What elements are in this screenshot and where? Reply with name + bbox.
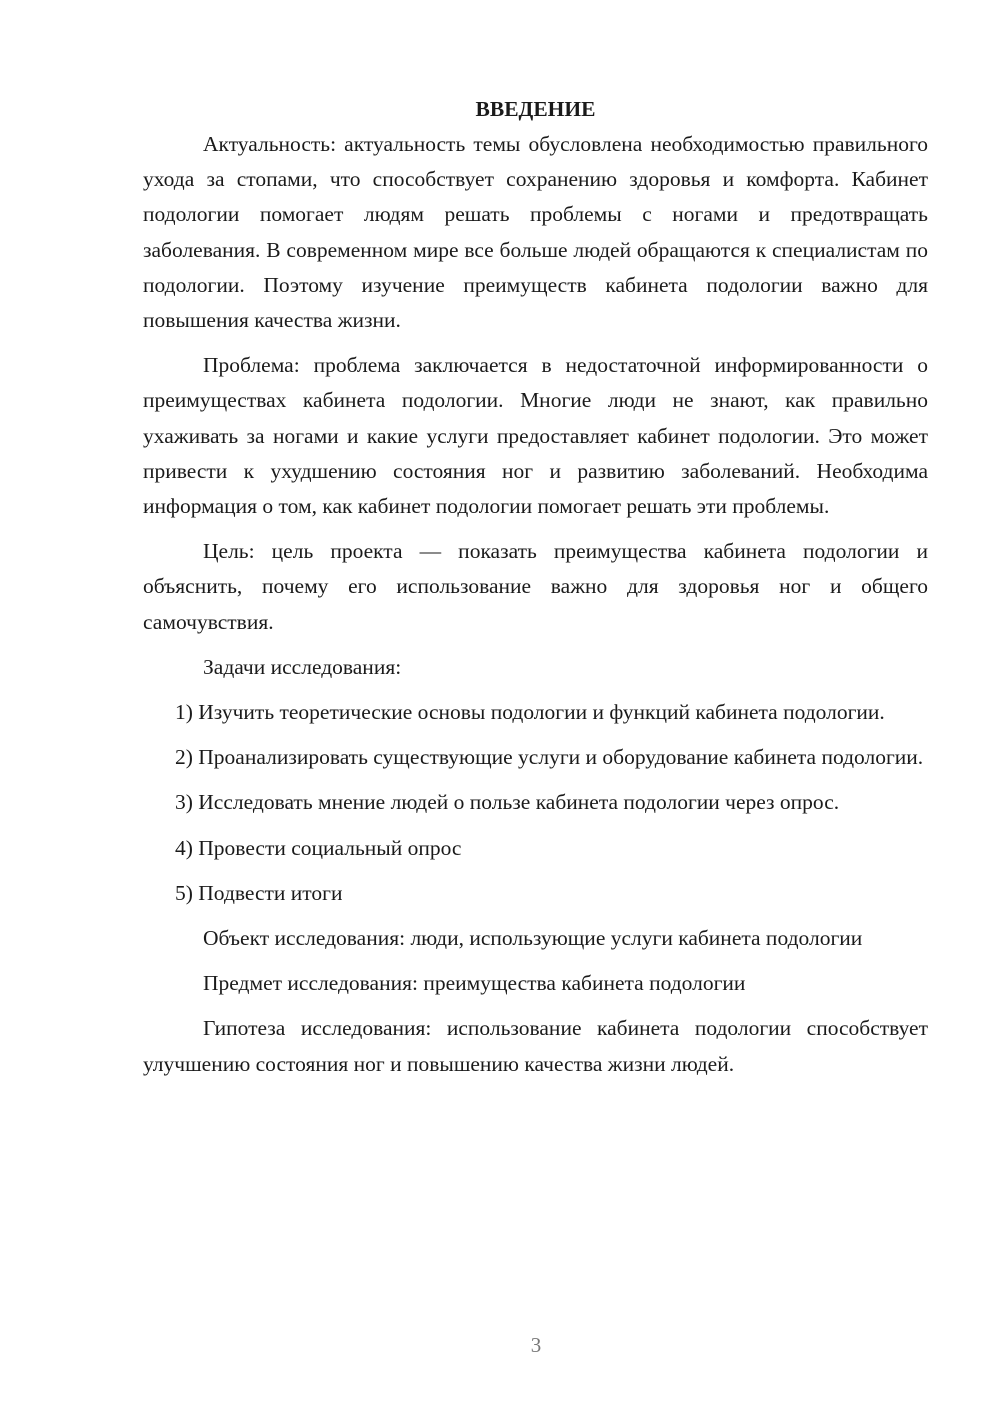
hypothesis-paragraph: Гипотеза исследования: использование кабинета подологии способствует улучшению состояния ног и повышению качества жизни людей.	[143, 1016, 928, 1076]
task-item-3: 3) Исследовать мнение людей о пользе кабинета подологии через опрос.	[175, 790, 840, 815]
document-page	[143, 92, 928, 1092]
task-item-4: 4) Провести социальный опрос	[175, 835, 462, 860]
relevance-paragraph: Актуальность: актуальность темы обусловлена необходимостью правильного ухода за стопами, что способствует сохранению здоровья и комфорта. Кабинет подологии помогает людям решать проблемы с ногами и предотвращать заболевания. В современном мире все больше людей обращаются к специалистам по подологии. Поэтому изучение преимуществ кабинета подологии важно для повышения качества жизни.	[143, 132, 928, 333]
problem-paragraph: Проблема: проблема заключается в недостаточной информированности о преимуществах кабинета подологии. Многие люди не знают, как правильно ухаживать за ногами и какие услуги предоставляет кабинет подологии. Это может привести к ухудшению состояния ног и развитию заболеваний. Необходима информация о том, как кабинет подологии помогает решать эти проблемы.	[143, 353, 928, 519]
object-paragraph: Объект исследования: люди, использующие услуги кабинета подологии	[203, 926, 863, 951]
tasks-heading: Задачи исследования:	[203, 654, 402, 679]
page-number: 3	[530, 1333, 542, 1357]
document-title: ВВЕДЕНИЕ	[475, 97, 596, 121]
task-item-5: 5) Подвести итоги	[175, 880, 343, 905]
task-item-2: 2) Проанализировать существующие услуги и оборудование кабинета подологии.	[175, 745, 924, 770]
subject-paragraph: Предмет исследования: преимущества кабинета подологии	[203, 971, 746, 996]
task-item-1: 1) Изучить теоретические основы подологии и функций кабинета подологии.	[175, 700, 885, 725]
goal-paragraph: Цель: цель проекта — показать преимущества кабинета подологии и объяснить, почему его использование важно для здоровья ног и общего самочувствия.	[143, 539, 928, 634]
